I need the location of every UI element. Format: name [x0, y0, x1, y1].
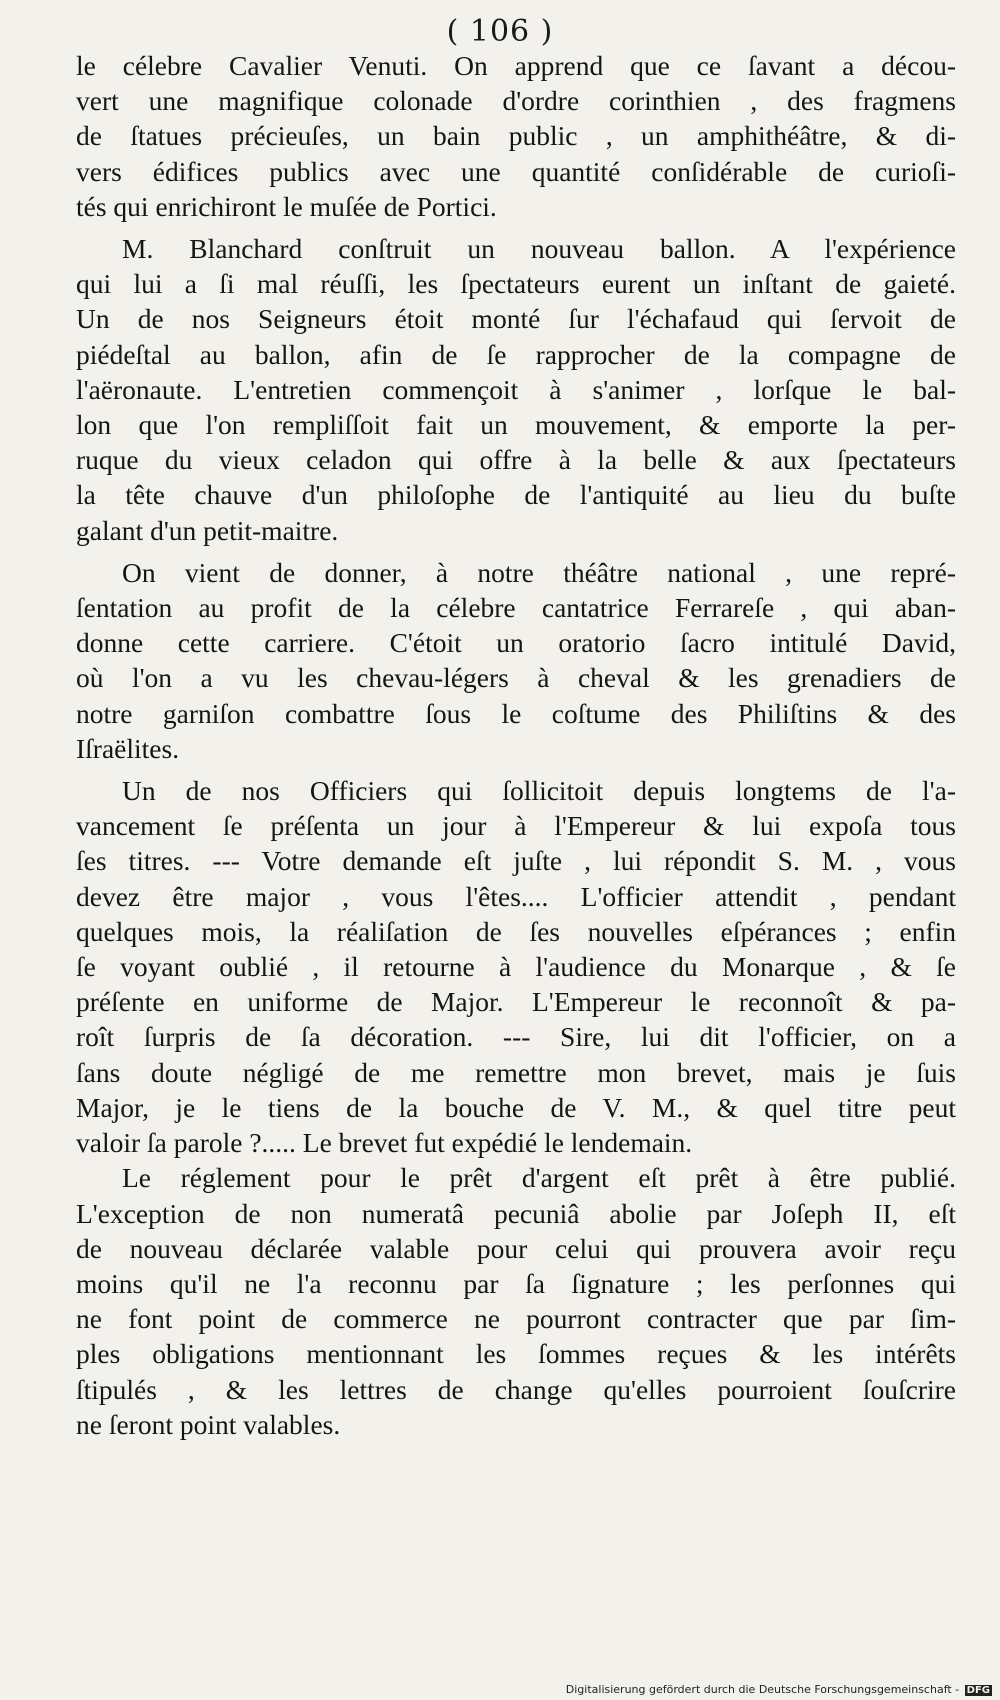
text-line: qui lui a ſi mal réuſſi, les ſpectateurs eurent un inſtant de gaieté. [76, 268, 956, 300]
text-line: ruque du vieux celadon qui offre à la belle & aux ſpectateurs [76, 444, 956, 476]
text-line: ſtipulés , & les lettres de change qu'elles pourroient ſouſcrire [76, 1373, 956, 1405]
text-line: le célebre Cavalier Venuti. On apprend que ce ſavant a décou- [76, 50, 956, 81]
paragraph-5 [76, 1160, 956, 1442]
paragraph-3 [76, 555, 956, 766]
text-line: moins qu'il ne l'a reconnu par ſa ſignature ; les perſonnes qui [76, 1267, 956, 1299]
body-text [76, 48, 956, 1442]
paragraph-1 [76, 48, 956, 224]
text-line: tés qui enrichiront le muſée de Portici. [76, 190, 497, 222]
text-line: ſans doute négligé de me remettre mon brevet, mais je ſuis [76, 1056, 956, 1088]
footer-text: Digitalisierung gefördert durch die Deutsche Forschungsgemeinschaft - [565, 1683, 960, 1696]
text-line: Le réglement pour le prêt d'argent eſt prêt à être publié. [122, 1162, 956, 1194]
text-line: ſe voyant oublié , il retourne à l'audience du Monarque , & ſe [76, 951, 956, 983]
text-line: préſente en uniforme de Major. L'Empereur le reconnoît & pa- [76, 986, 956, 1018]
text-line: ſes titres. --- Votre demande eſt juſte , lui répondit S. M. , vous [76, 845, 956, 877]
text-line: lon que l'on rempliſſoit fait un mouvement, & emporte la per- [76, 409, 956, 441]
text-line: ſentation au profit de la célebre cantatrice Ferrareſe , qui aban- [76, 592, 956, 624]
text-line: Un de nos Seigneurs étoit monté ſur l'échafaud qui ſervoit de [76, 303, 956, 335]
text-line: de ſtatues précieuſes, un bain public , un amphithéâtre, & di- [76, 120, 956, 152]
paragraph-4 [76, 773, 956, 1160]
text-line: roît ſurpris de ſa décoration. --- Sire, lui dit l'officier, on a [76, 1021, 956, 1053]
dfg-logo: DFG [966, 1685, 990, 1696]
text-line: L'exception de non numeratâ pecuniâ abolie par Joſeph II, eſt [76, 1197, 956, 1229]
text-line: ne font point de commerce ne pourront contracter que par ſim- [76, 1303, 956, 1335]
text-line: vancement ſe préſenta un jour à l'Empereur & lui expoſa tous [76, 810, 956, 842]
text-line: ne ſeront point valables. [76, 1408, 341, 1440]
paragraph-2 [76, 231, 956, 548]
text-line: la tête chauve d'un philoſophe de l'antiquité au lieu du buſte [76, 479, 956, 511]
text-line: quelques mois, la réaliſation de ſes nouvelles eſpérances ; enfin [76, 915, 956, 947]
text-line: On vient de donner, à notre théâtre national , une repré- [122, 556, 956, 588]
text-line: l'aëronaute. L'entretien commençoit à s'animer , lorſque le bal- [76, 373, 956, 405]
text-line: donne cette carriere. C'étoit un oratorio ſacro intitulé David, [76, 627, 956, 659]
text-line: de nouveau déclarée valable pour celui qui prouvera avoir reçu [76, 1232, 956, 1264]
text-line: vers édifices publics avec une quantité conſidérable de curioſi- [76, 155, 956, 187]
text-line: M. Blanchard conſtruit un nouveau ballon. A l'expérience [122, 233, 956, 265]
text-line: ples obligations mentionnant les ſommes reçues & les intérêts [76, 1338, 956, 1370]
digitization-credit [566, 1683, 992, 1696]
text-line: Major, je le tiens de la bouche de V. M., & quel titre peut [76, 1091, 956, 1123]
text-line: galant d'un petit-maitre. [76, 514, 339, 546]
text-line: notre garniſon combattre ſous le coſtume des Philiſtins & des [76, 697, 956, 729]
text-line: valoir ſa parole ?..... Le brevet fut expédié le lendemain. [76, 1127, 693, 1159]
text-line: Un de nos Officiers qui ſollicitoit depuis longtems de l'a- [122, 775, 956, 807]
text-line: où l'on a vu les chevau-légers à cheval & les grenadiers de [76, 662, 956, 694]
text-line: devez être major , vous l'êtes.... L'officier attendit , pendant [76, 880, 956, 912]
text-line: vert une magnifique colonade d'ordre corinthien , des fragmens [76, 85, 956, 117]
text-line: Iſraëlites. [76, 732, 180, 764]
text-line: piédeſtal au ballon, afin de ſe rapprocher de la compagne de [76, 338, 956, 370]
page-number: ( 106 ) [446, 14, 554, 49]
